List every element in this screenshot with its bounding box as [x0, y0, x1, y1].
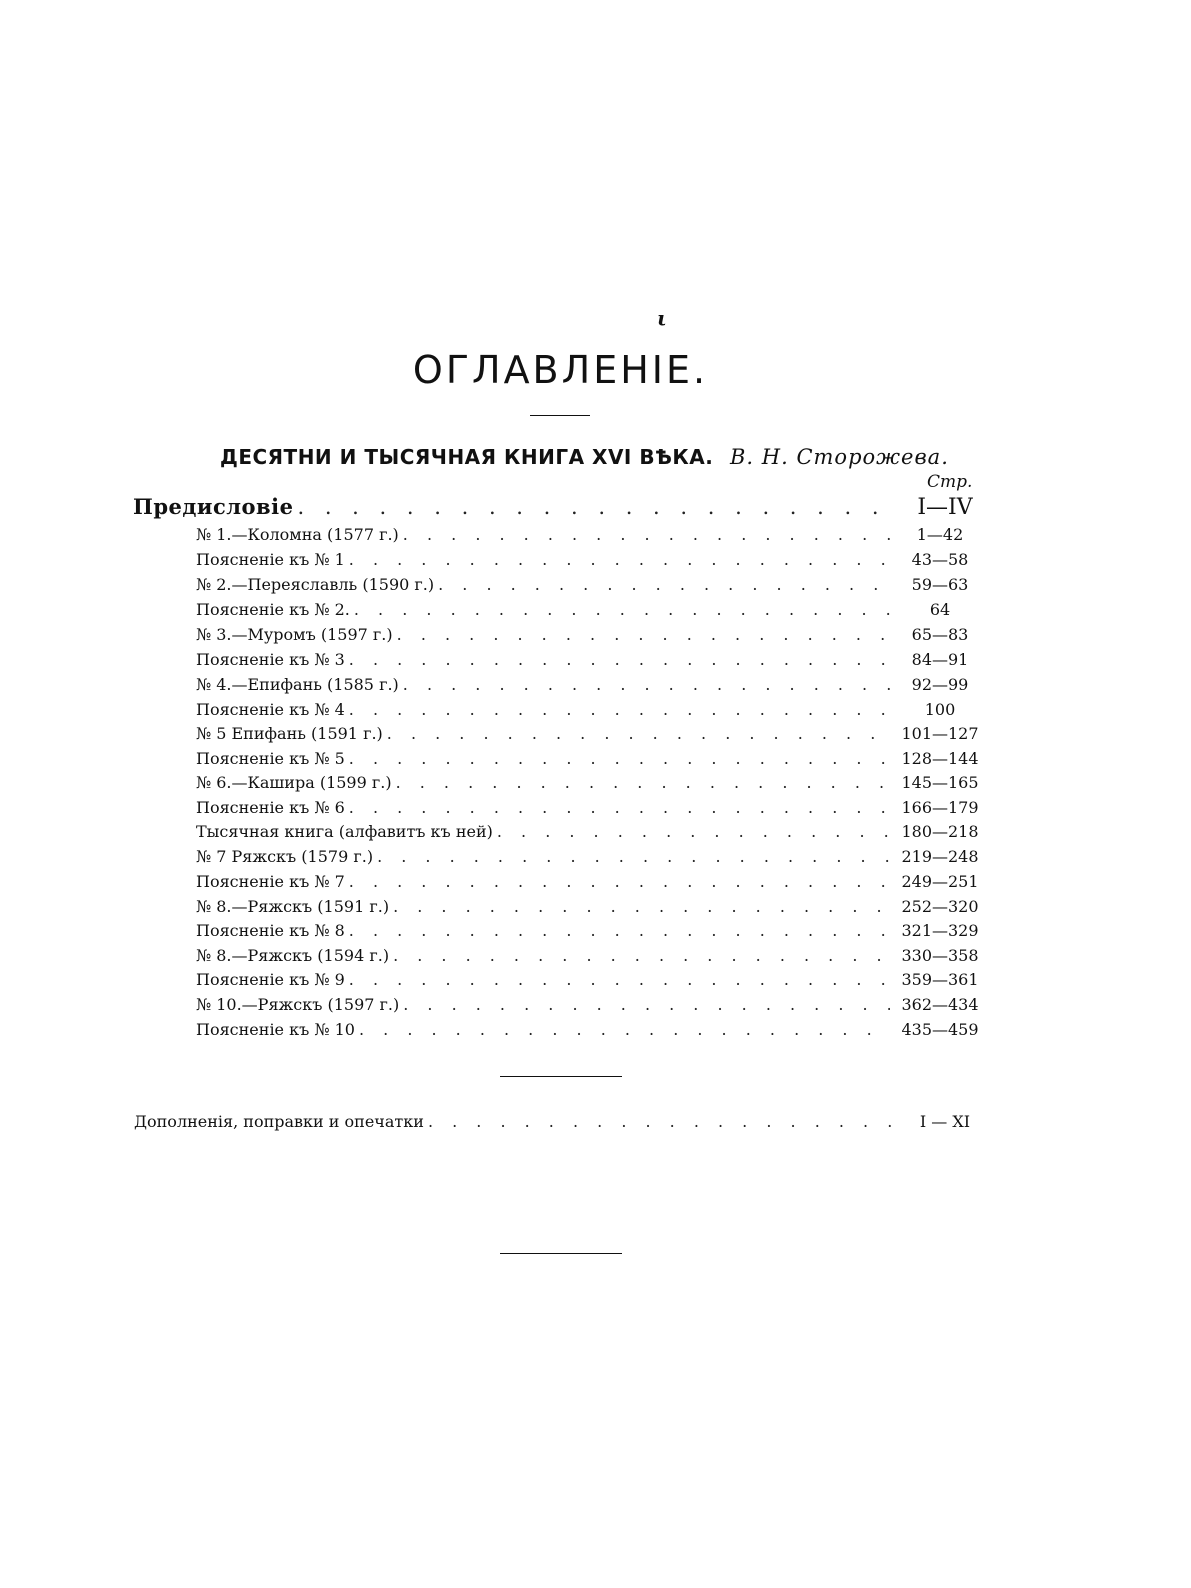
- section-divider: [500, 1076, 622, 1077]
- toc-entry-pages: I—IV: [917, 495, 973, 520]
- toc-entry-row: [196, 700, 990, 719]
- section-heading: [220, 445, 949, 469]
- toc-entry-row: [196, 897, 990, 916]
- toc-entry-pages: 219—248: [901, 847, 979, 866]
- toc-entry-label: Поясненіе къ № 9: [196, 970, 345, 989]
- toc-entry-row: [196, 625, 990, 644]
- toc-entry-pages: 362—434: [901, 995, 979, 1014]
- toc-entry-pages: 249—251: [901, 872, 979, 891]
- toc-entry-label: Поясненіе къ № 3: [196, 650, 345, 669]
- toc-entry-pages: 128—144: [901, 749, 979, 768]
- toc-preface-row: [133, 494, 990, 520]
- toc-entry-row: [196, 550, 990, 569]
- toc-entry-pages: 1—42: [916, 525, 964, 544]
- toc-entry-row: [196, 773, 990, 792]
- toc-entry-row: [196, 724, 990, 743]
- toc-entry-row: [196, 749, 990, 768]
- toc-entry-pages: 92—99: [911, 675, 969, 694]
- dot-leader: [399, 525, 890, 544]
- toc-entry-row: [196, 650, 990, 669]
- toc-entry-label: Поясненіе къ № 6: [196, 798, 345, 817]
- toc-entry-label: Поясненіе къ № 2.: [196, 600, 350, 619]
- toc-entry-label: Тысячная книга (алфавитъ къ ней): [196, 822, 493, 841]
- toc-entry-label: № 2.—Переяславль (1590 г.): [196, 575, 435, 594]
- dot-leader: [399, 995, 890, 1014]
- title-divider: [530, 415, 590, 416]
- toc-entry-label: № 4.—Епифань (1585 г.): [196, 675, 399, 694]
- dot-leader: [434, 575, 890, 594]
- toc-entry-row: [196, 525, 990, 544]
- dot-leader: [345, 970, 890, 989]
- toc-entry-label: № 10.—Ряжскъ (1597 г.): [196, 995, 400, 1014]
- toc-entry-row: [196, 600, 990, 619]
- toc-entry-row: [196, 946, 990, 965]
- dot-leader: [345, 650, 890, 669]
- dot-leader: [345, 921, 890, 940]
- toc-entry-label: Поясненіе къ № 1: [196, 550, 345, 569]
- page-title: ОГЛАВЛЕНІЕ.: [412, 348, 709, 392]
- toc-entry-row: [196, 970, 990, 989]
- dot-leader: [355, 1020, 890, 1039]
- toc-entry-pages: 145—165: [901, 773, 979, 792]
- dot-leader: [345, 749, 890, 768]
- toc-entry-label: № 6.—Кашира (1599 г.): [196, 773, 392, 792]
- dot-leader: [293, 495, 900, 519]
- dot-leader: [345, 798, 890, 817]
- dot-leader: [383, 724, 890, 743]
- printer-mark: ι: [657, 306, 667, 330]
- toc-entry-pages: 252—320: [901, 897, 979, 916]
- dot-leader: [393, 625, 890, 644]
- toc-entry-label: Предисловіе: [133, 494, 294, 519]
- dot-leader: [389, 897, 890, 916]
- toc-entry-label: Поясненіе къ № 4: [196, 700, 345, 719]
- toc-additions-row: [134, 1112, 990, 1131]
- dot-leader: [399, 675, 890, 694]
- pages-column-header: Стр.: [927, 472, 973, 492]
- toc-entry-label: Поясненіе къ № 7: [196, 872, 345, 891]
- toc-entry-pages: I — XI: [919, 1112, 971, 1131]
- toc-entry-label: № 1.—Коломна (1577 г.): [196, 525, 399, 544]
- toc-entry-row: [196, 798, 990, 817]
- toc-entry-pages: 166—179: [901, 798, 979, 817]
- dot-leader: [493, 822, 890, 841]
- toc-entry-row: [196, 921, 990, 940]
- toc-entry-pages: 101—127: [901, 724, 979, 743]
- toc-entry-row: [196, 575, 990, 594]
- dot-leader: [345, 872, 890, 891]
- section-author: В. Н. Сторожева.: [730, 445, 949, 469]
- toc-entry-pages: 359—361: [901, 970, 979, 989]
- toc-entry-label: Поясненіе къ № 5: [196, 749, 345, 768]
- toc-entry-label: Поясненіе къ № 10: [196, 1020, 355, 1039]
- toc-entry-label: Поясненіе къ № 8: [196, 921, 345, 940]
- toc-entry-label: № 7 Ряжскъ (1579 г.): [196, 847, 374, 866]
- toc-entry-pages: 59—63: [911, 575, 969, 594]
- toc-entry-label: № 3.—Муромъ (1597 г.): [196, 625, 393, 644]
- dot-leader: [345, 700, 890, 719]
- toc-entry-pages: 64: [929, 600, 951, 619]
- dot-leader: [389, 946, 890, 965]
- toc-entry-label: Дополненія, поправки и опечатки: [134, 1112, 424, 1131]
- toc-entry-row: [196, 1020, 990, 1039]
- toc-entry-row: [196, 872, 990, 891]
- toc-entry-label: № 8.—Ряжскъ (1594 г.): [196, 946, 390, 965]
- dot-leader: [424, 1112, 900, 1131]
- toc-entry-pages: 84—91: [911, 650, 969, 669]
- toc-entry-pages: 435—459: [901, 1020, 979, 1039]
- toc-entry-label: № 5 Епифань (1591 г.): [196, 724, 383, 743]
- dot-leader: [345, 550, 890, 569]
- toc-entry-pages: 321—329: [901, 921, 979, 940]
- end-divider: [500, 1253, 622, 1254]
- section-title: ДЕСЯТНИ И ТЫСЯЧНАЯ КНИГА XVI ВѢКА.: [220, 445, 714, 469]
- toc-entry-label: № 8.—Ряжскъ (1591 г.): [196, 897, 390, 916]
- toc-entry-row: [196, 675, 990, 694]
- dot-leader: [373, 847, 890, 866]
- toc-entry-row: [196, 822, 990, 841]
- toc-entry-pages: 100: [924, 700, 956, 719]
- toc-entry-pages: 180—218: [901, 822, 979, 841]
- toc-entry-pages: 330—358: [901, 946, 979, 965]
- dot-leader: [350, 600, 890, 619]
- toc-entry-pages: 43—58: [911, 550, 969, 569]
- toc-entry-row: [196, 847, 990, 866]
- toc-entry-pages: 65—83: [911, 625, 969, 644]
- toc-entry-row: [196, 995, 990, 1014]
- dot-leader: [392, 773, 890, 792]
